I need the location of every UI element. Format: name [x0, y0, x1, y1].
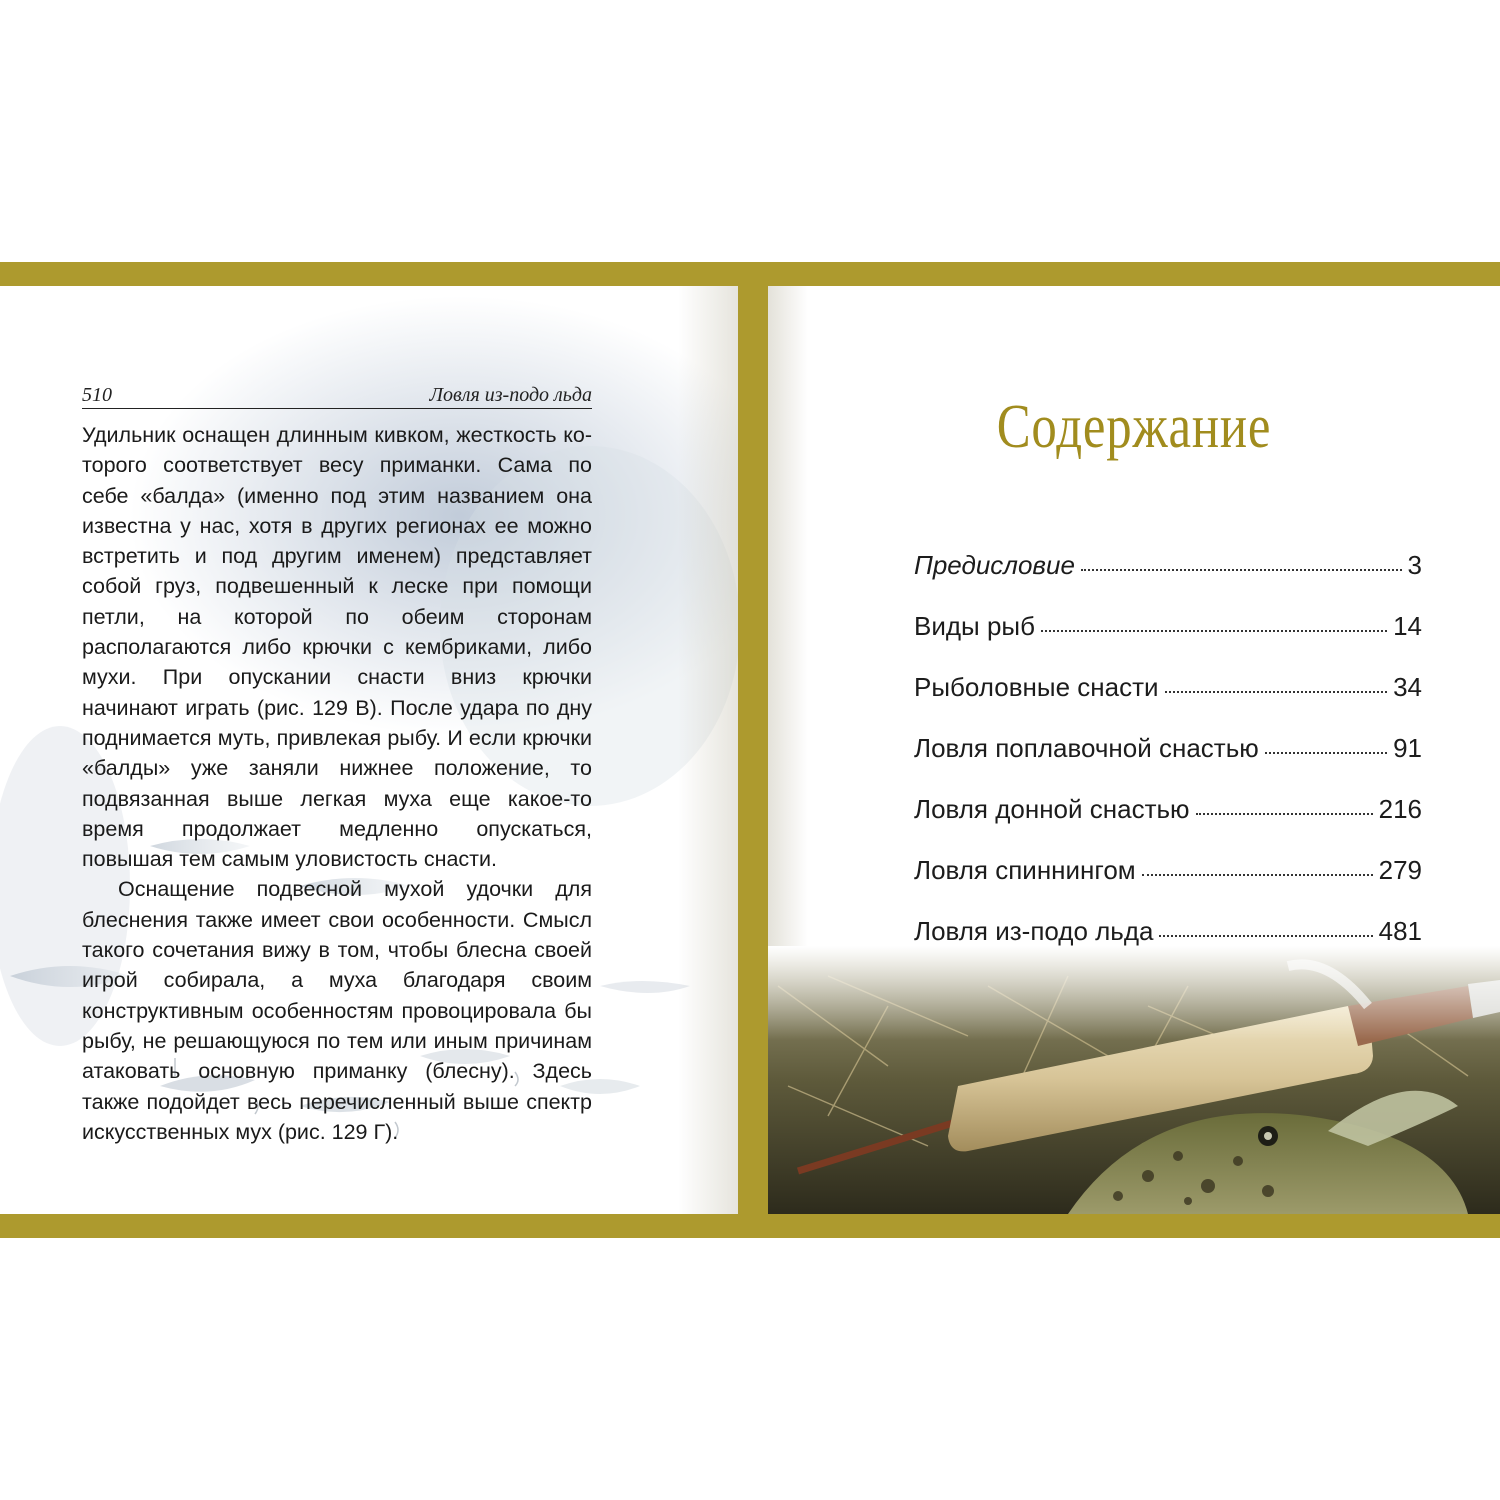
body-text: [82, 420, 592, 1147]
toc-entry[interactable]: [914, 794, 1422, 855]
toc-entry[interactable]: [914, 611, 1422, 672]
toc-entry-label: Ловля из-подо льда: [914, 916, 1154, 946]
toc-entry-page: 279: [1378, 855, 1422, 885]
fishing-rod-photo: [768, 946, 1500, 1214]
leader-dots: [1196, 813, 1373, 815]
toc-entry-page: 3: [1407, 550, 1422, 580]
running-title: Ловля из-подо льда: [429, 384, 592, 406]
leader-dots: [1159, 935, 1372, 937]
toc-entry-page: 216: [1378, 794, 1422, 824]
right-page: [768, 286, 1500, 1214]
leader-dots: [1041, 630, 1387, 632]
paragraph: Оснащение подвесной мухой удочки для блеснения также имеет свои особенности. Смысл такого сочетания вижу в том, чтобы блесна своей игрой собирала, а муха благодаря своим конструктивным особенностям провоцировала бы рыбу, не решающуюся по тем или иным причинам атаковать основную приманку (блесну). Здесь также подойдет весь перечисленный выше спектр искусственных мух (рис. 129 Г).: [82, 877, 592, 1144]
paragraph: Удильник оснащен длинным кивком, жесткость которого соответствует весу приманки. Сама по себе «балда» (именно под этим названием она известна у нас, хотя в других регионах ее можно встретить и под другим именем) представляет собой груз, подвешенный к леске при помощи петли, на которой по обеим сторонам располагаются либо крючки с кембриками, либо мухи. При опускании снасти вниз крючки начинают играть (рис. 129 В). После удара по дну поднимается муть, привлекая рыбу. И если крючки «балды» уже заняли нижнее положение, то подвязанная выше легкая муха еще какое-то время продолжает медленно опускаться, повышая тем самым уловистость снасти.: [82, 423, 592, 872]
toc-entry-label: Рыболовные снасти: [914, 672, 1159, 702]
toc-entry-label: Виды рыб: [914, 611, 1035, 641]
running-head: [82, 384, 592, 409]
toc-entry-label: Ловля донной снастью: [914, 794, 1190, 824]
toc-entry[interactable]: [914, 550, 1422, 611]
leader-dots: [1081, 569, 1402, 571]
toc-entry-label: Ловля спиннингом: [914, 855, 1136, 885]
toc-entry[interactable]: [914, 672, 1422, 733]
toc-title: Содержание: [996, 393, 1272, 461]
toc-entry-page: 34: [1393, 672, 1422, 702]
left-page: [0, 286, 738, 1214]
leader-dots: [1265, 752, 1387, 754]
table-of-contents: [914, 550, 1422, 977]
toc-entry[interactable]: [914, 733, 1422, 794]
toc-entry[interactable]: [914, 855, 1422, 916]
page-number: 510: [82, 384, 112, 406]
leader-dots: [1165, 691, 1388, 693]
toc-entry-label: Предисловие: [914, 550, 1075, 580]
book-spread: [0, 262, 1500, 1238]
leader-dots: [1142, 874, 1373, 876]
toc-entry-page: 91: [1393, 733, 1422, 763]
toc-entry-page: 481: [1378, 916, 1422, 946]
toc-entry-page: 14: [1393, 611, 1422, 641]
toc-entry-label: Ловля поплавочной снастью: [914, 733, 1259, 763]
gutter-shadow: [678, 286, 738, 1214]
